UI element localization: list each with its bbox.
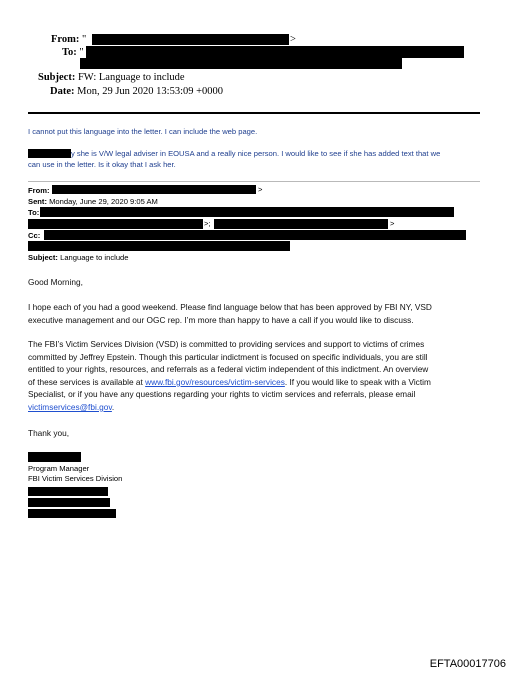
p2-line-1: The FBI’s Victim Services Division (VSD) is committed to providing services and support to victims of crimes [28, 339, 425, 349]
from-value: " [82, 34, 87, 45]
bates-number: EFTA00017706 [429, 658, 506, 670]
forward-divider [28, 181, 480, 182]
date-label: Date: [50, 86, 75, 97]
redaction-fwd-to-2 [28, 219, 203, 229]
signature-division: FBI Victim Services Division [28, 474, 123, 483]
fwd-to-label: To: [28, 208, 40, 217]
subject-value: FW: Language to include [77, 72, 185, 83]
redaction-signature-2 [28, 498, 110, 507]
fwd-subject-row [28, 253, 129, 262]
fwd-from-label: From: [28, 186, 50, 195]
to-label: To: [62, 47, 77, 58]
header-subject-row [38, 72, 185, 83]
redaction-fwd-from [52, 185, 256, 194]
p2-line-2: committed by Jeffrey Epstein. Though this particular indictment is focused on specific individuals, you are still [28, 351, 428, 362]
header-divider [28, 112, 480, 114]
reply-line-1: I cannot put this language into the letter. I can include the web page. [28, 127, 258, 136]
redaction-from [92, 34, 289, 45]
p2-line-5: Specialist, or if you have any questions regarding your rights to victim services and referrals, please email [28, 389, 416, 400]
redaction-fwd-to-1 [40, 207, 454, 217]
fwd-to-row [28, 208, 39, 217]
p2-line-4-pre: of these services is available at [28, 376, 146, 387]
fwd-sent-value: Monday, June 29, 2020 9:05 AM [49, 197, 158, 206]
fwd-from-close: > [258, 185, 263, 194]
p2-line-6-post: . [111, 401, 115, 412]
signature-title: Program Manager [28, 464, 90, 473]
fwd-subject-value: Language to include [60, 253, 129, 262]
redaction-fwd-to-3 [214, 219, 388, 229]
redaction-signature-name [28, 452, 81, 462]
header-date-row [50, 86, 223, 97]
to-value: " [79, 47, 84, 58]
reply-line-2: y she is V/W legal adviser in EOUSA and a really nice person. I would like to see if she has added text that we [71, 149, 441, 158]
fwd-cc-row [28, 231, 40, 240]
paragraph-1 [28, 301, 432, 326]
fwd-from-row [28, 186, 50, 195]
header-from-row [51, 34, 86, 45]
fwd-cc-label: Cc: [28, 231, 41, 240]
fwd-to-sep-1: >; [204, 219, 211, 228]
victim-services-link[interactable]: www.fbi.gov/resources/victim-services [145, 376, 285, 387]
p1-line-2: executive management and our OGC rep. I’m more than happy to have a call if you would like to discuss. [28, 314, 414, 325]
redaction-signature-3 [28, 509, 116, 518]
p1-line-1: I hope each of you had a good weekend. Please find language below that has been approved by FBI NY, VSD [28, 302, 432, 312]
p2-line-4-post: . If you would like to speak with a Victim [284, 376, 431, 387]
redaction-fwd-cc-2 [28, 241, 290, 251]
redaction-fwd-cc-1 [44, 230, 466, 240]
reply-line-3: can use in the letter. Is it okay that I ask her. [28, 160, 176, 169]
fwd-to-sep-2: > [390, 219, 395, 228]
redaction-signature-1 [28, 487, 108, 496]
closing: Thank you, [28, 428, 70, 438]
paragraph-2 [28, 338, 431, 414]
subject-label: Subject: [38, 72, 76, 83]
p2-line-4 [28, 376, 431, 389]
p2-line-6 [28, 401, 431, 414]
fwd-sent-row [28, 197, 158, 206]
fwd-subject-label: Subject: [28, 253, 58, 262]
redaction-reply-name [28, 149, 71, 158]
date-value: Mon, 29 Jun 2020 13:53:09 +0000 [77, 86, 224, 97]
redaction-to-1 [86, 46, 464, 58]
victim-services-email-link[interactable]: victimservices@fbi.gov [28, 401, 112, 412]
redaction-to-2 [80, 58, 402, 69]
fwd-sent-label: Sent: [28, 197, 47, 206]
from-label: From: [51, 34, 80, 45]
p2-line-3: entitled to your rights, resources, and referrals as a federal victim independent of this indictment. An overview [28, 364, 429, 375]
greeting: Good Morning, [28, 277, 83, 287]
from-close: > [290, 34, 296, 45]
header-to-row [62, 47, 84, 58]
